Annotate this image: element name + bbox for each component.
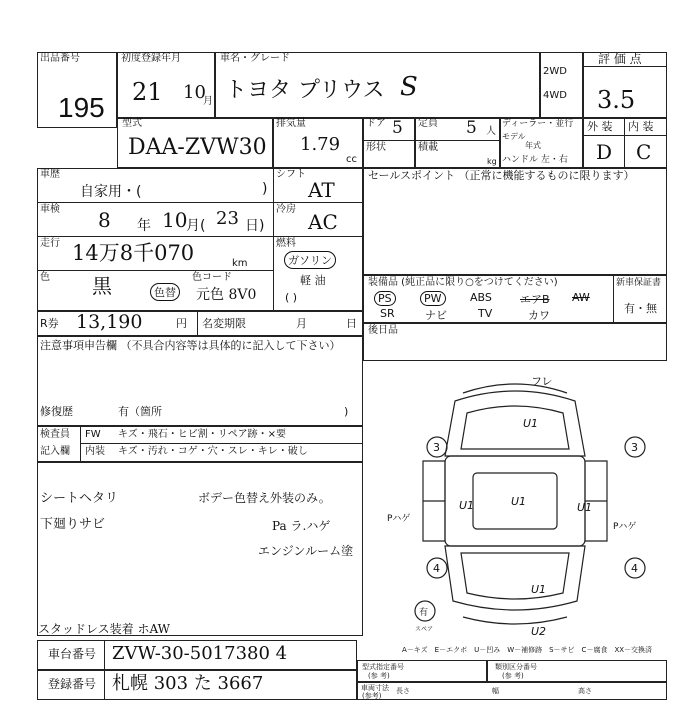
r-ticket-amount: 13,190 — [76, 311, 143, 333]
color-value: 黒 — [92, 274, 112, 298]
model-year-label: モデル — [502, 132, 526, 141]
wheel-fl-label: 3 — [433, 441, 440, 454]
color-code: 元色 8V0 — [196, 287, 257, 303]
post-box — [363, 323, 667, 361]
history-value: 自家用・( — [80, 184, 142, 200]
vin: ZVW-30-5017380 4 — [112, 643, 288, 664]
dealer-label: ディーラー・並行 — [502, 119, 574, 129]
remark-2: 下廻りサビ — [40, 517, 106, 532]
fuel-label: 燃料 — [276, 238, 296, 249]
mileage-label: 走行 — [40, 238, 60, 249]
mileage: 14万8千070 — [72, 241, 195, 265]
grade: S — [400, 72, 418, 102]
car-front-outline — [445, 391, 585, 456]
insp-month: 10 — [162, 208, 188, 232]
int-label: 内装 — [85, 446, 105, 457]
drive-4wd: 4WD — [543, 90, 567, 101]
inspector-divider-h — [80, 443, 363, 444]
dim-width: 幅 — [492, 687, 499, 695]
paint-left: Pハゲ — [387, 514, 411, 524]
door-label: ドア — [366, 118, 386, 129]
interior-label: 内 装 — [628, 120, 654, 133]
equipment-title: 装備品 (純正品に限り○をつけてください) — [368, 277, 558, 288]
history-label: 車歴 — [40, 169, 60, 180]
deadline-label: 名変期限 — [202, 317, 246, 330]
r-ticket-label: R券 — [40, 317, 59, 330]
model-label: 型式 — [122, 118, 142, 129]
car-name: トヨタ プリウス — [225, 78, 385, 103]
sales-box — [363, 168, 667, 275]
color-code-label: 色コード — [192, 272, 232, 283]
equipment-item: PS — [374, 291, 396, 306]
dim-length: 長さ — [396, 687, 410, 695]
remark-4: Pa ラ.ハゲ — [272, 519, 331, 533]
hline-2 — [37, 236, 363, 237]
inspector-divider-v — [80, 426, 81, 462]
history-divider-v — [273, 168, 274, 311]
drive-2wd: 2WD — [543, 66, 567, 77]
inspection-label: 車検 — [40, 204, 60, 215]
fw-items: キズ・飛石・ヒビ割・リペア跡・×要 — [118, 429, 286, 440]
wheel-rl-label: 4 — [433, 562, 440, 575]
mark-roof: U1 — [511, 495, 527, 508]
model-year-sub: 年式 — [525, 141, 541, 150]
notes-title: 注意事項申告欄 （不具合内容等は具体的に記入して下さい） — [40, 339, 341, 352]
shape-label: 形状 — [366, 142, 386, 153]
fw-label: FW — [85, 429, 101, 440]
remark-6: スタッドレス装着 ホAW — [38, 622, 170, 636]
fuel-gasoline: ガソリン — [284, 251, 336, 269]
car-name-label: 車名・グレード — [220, 53, 290, 64]
first-reg-month: 10 — [183, 82, 206, 103]
equipment-item: カワ — [528, 309, 550, 322]
remark-1: シートヘタリ — [40, 491, 119, 506]
category-sub: (参 考) — [502, 672, 524, 680]
kg-unit: kg — [487, 157, 497, 166]
exterior-grade: D — [596, 140, 613, 164]
warranty-label: 新車保証書 — [616, 278, 662, 288]
mark-right: U1 — [577, 501, 593, 514]
warranty-divider — [613, 275, 614, 323]
score-divider — [583, 66, 667, 67]
car-rear-outline — [445, 546, 585, 610]
insp-day-unit: 日) — [245, 218, 265, 234]
insp-year-unit: 年 — [137, 218, 151, 234]
mark-hood: U1 — [523, 417, 539, 430]
fuel-light-oil: 軽 油 — [300, 274, 326, 287]
handle-label: ハンドル 左・右 — [502, 155, 568, 165]
hline-3 — [37, 270, 273, 271]
color-label: 色 — [40, 272, 50, 283]
shift: AT — [308, 178, 335, 202]
repair-label: 修復歴 — [40, 405, 73, 418]
repair-close: ) — [344, 405, 349, 418]
dim-label: 車両寸法 — [361, 684, 389, 692]
mark-bottom: U2 — [531, 625, 547, 638]
deadline-month: 月 — [296, 317, 307, 330]
load-label: 積載 — [418, 142, 438, 153]
mark-left: U1 — [459, 499, 475, 512]
dim-sub: (参考) — [362, 692, 382, 700]
equipment-item: AW — [572, 291, 590, 304]
person-unit: 人 — [486, 126, 496, 137]
repair-value: 有（箇所 — [118, 405, 162, 418]
model: DAA-ZVW30 — [128, 135, 267, 160]
equipment-item: エアB — [520, 293, 550, 306]
equipment-item: PW — [420, 291, 446, 306]
exterior-label: 外 装 — [587, 120, 613, 133]
displacement: 1.79 — [300, 134, 341, 155]
month-unit: 月 — [203, 96, 213, 107]
wheel-fr-label: 3 — [631, 441, 638, 454]
ac-label: 冷房 — [276, 204, 296, 215]
mark-trunk: U1 — [531, 583, 547, 596]
designation-sub: (参 考) — [368, 672, 390, 680]
int-items: キズ・汚れ・コゲ・穴・スレ・キレ・破し — [118, 446, 308, 457]
spare-label: 有 — [419, 608, 429, 618]
capacity-label: 定員 — [418, 118, 438, 129]
fuel-paren: ( ) — [285, 291, 298, 304]
category-label: 類別区分番号 — [495, 663, 537, 671]
insp-month-unit: 月( — [186, 218, 206, 234]
diagram-legend: A－キズ E－エクボ U－凹み W－補修跡 S－サビ C－腐食 XX－交換済 — [402, 646, 653, 654]
first-reg-year: 21 — [132, 78, 163, 106]
warranty-value: 有・無 — [624, 302, 657, 315]
reg-label: 登録番号 — [48, 677, 97, 691]
equipment-item: SR — [380, 307, 395, 320]
lot-number: 195 — [58, 92, 105, 123]
remark-5: エンジンルーム塗 — [258, 544, 354, 558]
history-close: ) — [262, 181, 268, 197]
inspector-label-1: 検査員 — [40, 429, 70, 440]
door: 5 — [392, 118, 403, 138]
drive-box — [540, 52, 583, 118]
wheel-rr-label: 4 — [631, 562, 638, 575]
score-label: 評 価 点 — [598, 52, 642, 66]
shift-label: シフト — [276, 169, 306, 180]
cc-unit: cc — [346, 154, 357, 165]
post-label: 後日品 — [368, 325, 398, 336]
car-diagram — [363, 361, 667, 646]
lot-label: 出品番号 — [40, 53, 80, 64]
spare-sub: スペア — [415, 626, 434, 633]
color-change: 色替 — [150, 283, 180, 301]
first-reg-label: 初度登録年月 — [121, 53, 181, 64]
vin-label: 車台番号 — [48, 647, 97, 661]
r-ticket-yen: 円 — [176, 317, 187, 330]
score: 3.5 — [597, 86, 636, 114]
reg: 札幌 303 た 3667 — [112, 673, 264, 694]
displacement-label: 排気量 — [276, 118, 306, 129]
equipment-item: TV — [478, 307, 493, 320]
mark-top: フレ — [531, 375, 553, 388]
interior-grade: C — [636, 140, 652, 164]
car-bottom-line — [463, 617, 567, 624]
r-ticket-divider — [197, 311, 198, 336]
deadline-day: 日 — [346, 317, 357, 330]
equipment-item: ABS — [470, 291, 492, 304]
insp-day: 23 — [216, 208, 239, 229]
car-trunk — [461, 553, 569, 599]
car-hood — [461, 406, 569, 449]
remark-3: ボデー色替え外装のみ。 — [198, 491, 331, 505]
inspector-label-2: 記入欄 — [40, 446, 70, 457]
insp-year: 8 — [98, 208, 111, 232]
dim-height: 高さ — [578, 687, 592, 695]
grade-divider-v — [624, 118, 625, 168]
ac: AC — [308, 210, 338, 234]
grade-divider-h — [583, 135, 667, 136]
km-unit: km — [232, 258, 248, 269]
sales-title: セールスポイント （正常に機能するものに限ります） — [368, 169, 635, 182]
equipment-item: ナビ — [425, 309, 447, 322]
capacity: 5 — [466, 118, 477, 138]
designation-label: 型式指定番号 — [362, 663, 404, 671]
paint-right: Pハゲ — [613, 522, 637, 532]
hline-1 — [37, 202, 363, 203]
